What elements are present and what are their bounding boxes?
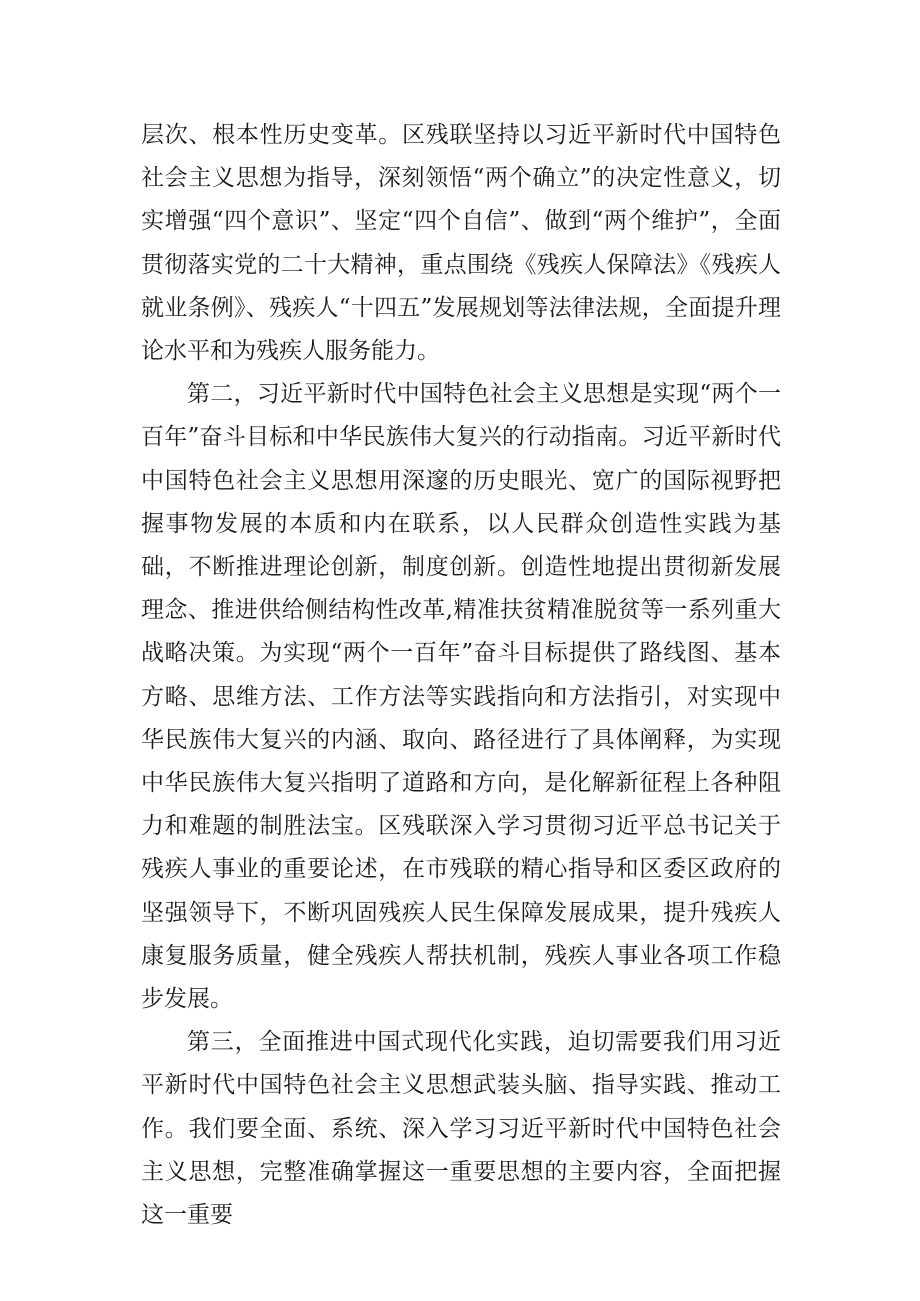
- paragraph-second-point: 第二，习近平新时代中国特色社会主义思想是实现“两个一百年”奋斗目标和中华民族伟大复兴的行动指南。习近平新时代中国特色社会主义思想用深邃的历史眼光、宽广的国际视野把握事物发展的本质和内在联系，以人民群众创造性实践为基础，不断推进理论创新，制度创新。创造性地提出贯彻新发展理念、推进供给侧结构性改革,精准扶贫精准脱贫等一系列重大战略决策。为实现“两个一百年”奋斗目标提供了路线图、基本方略、思维方法、工作方法等实践指向和方法指引，对实现中华民族伟大复兴的内涵、取向、路径进行了具体阐释，为实现中华民族伟大复兴指明了道路和方向，是化解新征程上各种阻力和难题的制胜法宝。区残联深入学习贯彻习近平总书记关于残疾人事业的重要论述，在市残联的精心指导和区委区政府的坚强领导下，不断巩固残疾人民生保障发展成果，提升残疾人康复服务质量，健全残疾人帮扶机制，残疾人事业各项工作稳步发展。: [141, 381, 781, 1013]
- document-body: [141, 114, 781, 1237]
- paragraph-continuation: 层次、根本性历史变革。区残联坚持以习近平新时代中国特色社会主义思想为指导，深刻领悟“两个确立”的决定性意义，切实增强“四个意识”、坚定“四个自信”、做到“两个维护”，全面贯彻落实党的二十大精神，重点围绕《残疾人保障法》《残疾人就业条例》、残疾人“十四五”发展规划等法律法规，全面提升理论水平和为残疾人服务能力。: [141, 122, 781, 365]
- paragraph-third-point: 第三，全面推进中国式现代化实践，迫切需要我们用习近平新时代中国特色社会主义思想武装头脑、指导实践、推动工作。我们要全面、系统、深入学习习近平新时代中国特色社会主义思想，完整准确掌握这一重要思想的主要内容，全面把握这一重要: [141, 1029, 781, 1229]
